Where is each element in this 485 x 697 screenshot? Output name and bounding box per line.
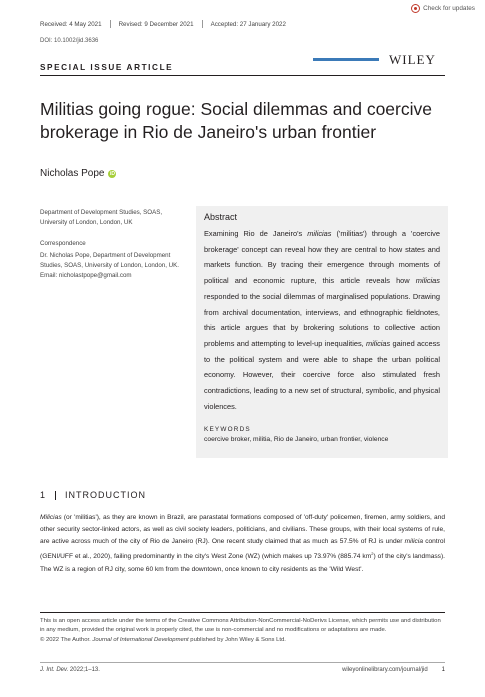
author-line	[40, 168, 116, 179]
journal-url[interactable]: wileyonlinelibrary.com/journal/jid	[342, 667, 428, 673]
correspondence-heading: Correspondence	[40, 240, 86, 247]
accepted-date: Accepted: 27 January 2022	[210, 20, 286, 28]
publisher-logo: WILEY	[389, 52, 436, 67]
header-rule	[40, 75, 445, 76]
revised-date: Revised: 9 December 2021	[118, 20, 194, 28]
check-for-updates-badge[interactable]	[411, 3, 475, 13]
page-number: 1	[441, 667, 445, 673]
correspondence-email[interactable]: Email: nicholastpope@gmail.com	[40, 272, 132, 279]
journal-citation: J. Int. Dev. 2022;1–13.	[40, 667, 100, 673]
section-heading	[40, 490, 146, 500]
doi[interactable]: DOI: 10.1002/jid.3636	[40, 38, 99, 44]
journal-logo	[313, 56, 379, 64]
journal-logo-bar	[313, 58, 379, 61]
footer-rule	[40, 662, 445, 663]
correspondence-address: Dr. Nicholas Pope, Department of Development Studies, SOAS, University of London, London, UK.	[40, 252, 179, 269]
orcid-icon[interactable]: iD	[109, 170, 115, 177]
footer-right	[342, 667, 445, 673]
affiliation: Department of Development Studies, SOAS, University of London, London, UK	[40, 209, 163, 226]
article-dates	[40, 20, 286, 28]
author-name[interactable]: Nicholas Pope	[40, 168, 105, 179]
abstract-box	[196, 206, 448, 458]
license-rule	[40, 612, 445, 613]
license-statement: This is an open access article under the terms of the Creative Commons Attribution-NonCommercial-NoDerivs License, which permits use and distribution in any medium, provided the original work is properly cited, the use is non-commercial and no modifications or adaptations are made.	[40, 618, 441, 634]
keywords-heading: KEYWORDS	[204, 426, 251, 434]
license-text	[40, 617, 445, 645]
check-updates-icon	[411, 4, 420, 13]
article-title: Militias going rogue: Social dilemmas and coercive brokerage in Rio de Janeiro's urban frontier	[40, 99, 432, 142]
check-updates-label: Check for updates	[423, 4, 475, 12]
received-date: Received: 4 May 2021	[40, 20, 102, 28]
keywords-list: coercive broker, militia, Rio de Janeiro, urban frontier, violence	[204, 436, 389, 444]
section-number: 1	[40, 490, 47, 500]
correspondence-body	[40, 251, 180, 281]
article-type: SPECIAL ISSUE ARTICLE	[40, 63, 174, 72]
date-separator	[202, 20, 203, 28]
abstract-text: Examining Rio de Janeiro's milicias ('militias') through a 'coercive brokerage' concept can reveal how they are central to how states and markets function. By tracing their emergence through moments of political and economic rupture, this article reveals how milicias responded to the social dilemmas of marginalised populations. Drawing from archival documentation, interviews, and ethnographic fieldnotes, this article argues that by brokering solutions to collective action problems and attempting to level-up inequalities, milicias gained access to the political system and were able to shape the urban political economy. However, their coercive force also stimulated fresh contradictions, leading to a new set of structural, symbolic, and physical violences.	[204, 229, 440, 411]
copyright-line: © 2022 The Author. Journal of International Development published by John Wiley & Sons Ltd.	[40, 636, 286, 643]
section-title: INTRODUCTION	[65, 490, 147, 500]
date-separator	[110, 20, 111, 28]
abstract-heading: Abstract	[204, 212, 238, 222]
intro-paragraph: Milicias (or 'militias'), as they are known in Brazil, are parastatal formations composed of 'off-duty' policemen, firemen, army soldiers, and other security sector-linked actors, as well as civil society leaders, politicians, and civilians. These groups, with their local systems of rule, are active across much of the city of Rio de Janeiro (RJ). One recent study claimed that as much as 57.5% of RJ is under milicia control (GENI/UFF et al., 2020), failing predominantly in the city's West Zone (WZ) (which makes up 73.97% (885.74 $km^2$) of the city's landmass). The WZ is a region of RJ city, some 60 km from the downtown, once known to city residents as the 'Wild West'.	[40, 514, 445, 573]
section-separator	[55, 491, 56, 500]
